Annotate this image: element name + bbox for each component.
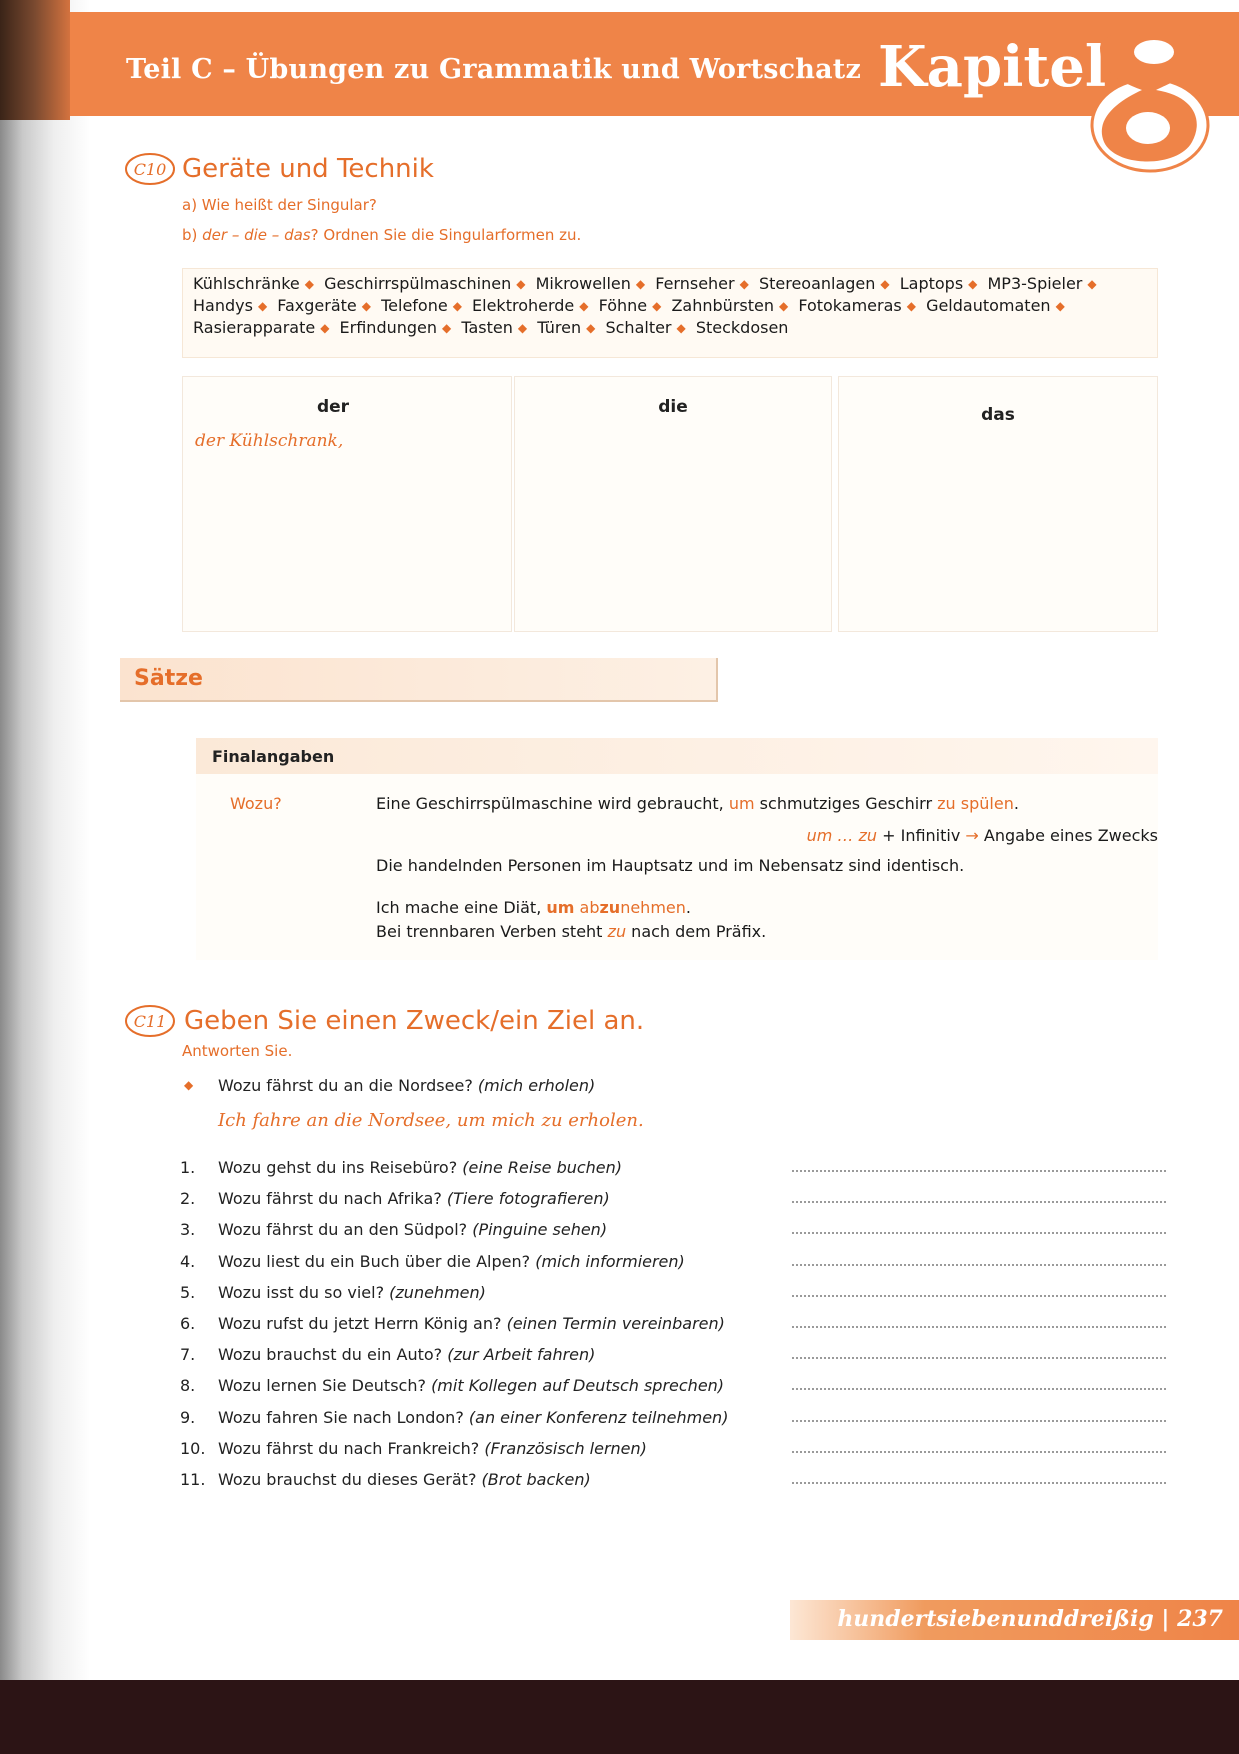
exercise-number: 9. [180, 1408, 196, 1427]
diamond-separator-icon: ◆ [880, 277, 890, 291]
word-item: Laptops [899, 274, 964, 293]
exercise-hint: (Französisch lernen) [484, 1439, 647, 1458]
exercise-number: 7. [180, 1345, 196, 1364]
book-spine-shadow [0, 0, 90, 1680]
exercise-number: 5. [180, 1283, 196, 1302]
bullet-icon: ◆ [184, 1078, 194, 1092]
spine-top-shadow [0, 0, 70, 120]
diamond-separator-icon: ◆ [778, 299, 789, 313]
exercise-question: Wozu rufst du jetzt Herrn König an? [218, 1314, 502, 1333]
scan-bottom-band [0, 1680, 1239, 1754]
badge-c10-text: C10 [133, 160, 167, 179]
answer-line[interactable] [792, 1326, 1166, 1328]
c11-instruction: Antworten Sie. [182, 1042, 293, 1060]
answer-line[interactable] [792, 1388, 1166, 1390]
grammar-note-1: Die handelnden Personen im Hauptsatz und im Nebensatz sind identisch. [376, 856, 965, 875]
grammar-example-1: Eine Geschirrspülmaschine wird gebraucht, um schmutziges Geschirr zu spülen. [376, 794, 1019, 813]
c11-title: Geben Sie einen Zweck/ein Ziel an. [184, 1006, 645, 1036]
exercise-item [180, 1470, 1160, 1500]
exercise-number: 10. [180, 1439, 206, 1458]
diamond-separator-icon: ◆ [652, 299, 662, 313]
exercise-item [180, 1408, 1160, 1438]
exercise-hint: (Tiere fotografieren) [446, 1189, 610, 1208]
diamond-separator-icon: ◆ [320, 321, 330, 335]
page-footer [790, 1600, 1239, 1640]
grammar-note-2: Bei trennbaren Verben steht zu nach dem Präfix. [376, 922, 767, 941]
exercise-hint: (mich informieren) [535, 1252, 685, 1271]
diamond-separator-icon: ◆ [906, 299, 916, 313]
column-der-header: der [316, 397, 350, 417]
header-title: Teil C – Übungen zu Grammatik und Wortschatz [126, 54, 861, 85]
word-item: Mikrowellen [535, 274, 631, 293]
column-der [182, 376, 512, 632]
word-item: Tasten [461, 318, 513, 337]
diamond-separator-icon: ◆ [1055, 299, 1065, 313]
saetze-banner [120, 658, 718, 702]
example-question: Wozu fährst du an die Nordsee? [218, 1076, 473, 1095]
diamond-separator-icon: ◆ [676, 321, 686, 335]
column-die-header: die [658, 397, 688, 417]
column-der-example: der Kühlschrank, [195, 431, 344, 451]
exercise-hint: (zur Arbeit fahren) [447, 1345, 596, 1364]
exercise-item [180, 1376, 1160, 1406]
exercise-item [180, 1158, 1160, 1188]
exercise-question: Wozu fährst du nach Afrika? [218, 1189, 442, 1208]
word-item: Stereoanlagen [758, 274, 876, 293]
diamond-separator-icon: ◆ [635, 277, 646, 291]
exercise-item [180, 1220, 1160, 1250]
diamond-separator-icon: ◆ [517, 321, 528, 335]
exercise-number: 3. [180, 1220, 196, 1239]
exercise-hint: (mit Kollegen auf Deutsch sprechen) [431, 1376, 725, 1395]
word-item: Fernseher [655, 274, 735, 293]
chapter-header [0, 12, 1239, 116]
c10-task-a: a) Wie heißt der Singular? [182, 196, 377, 214]
exercise-hint: (zunehmen) [389, 1283, 486, 1302]
word-item: Geschirrspülmaschinen [324, 274, 512, 293]
answer-line[interactable] [792, 1482, 1166, 1484]
exercise-question: Wozu gehst du ins Reisebüro? [218, 1158, 458, 1177]
arrow-right-icon: → [965, 826, 979, 845]
exercise-hint: (an einer Konferenz teilnehmen) [468, 1408, 729, 1427]
answer-line[interactable] [792, 1420, 1166, 1422]
exercise-item [180, 1439, 1160, 1469]
diamond-separator-icon: ◆ [516, 277, 526, 291]
column-das [838, 376, 1158, 632]
answer-line[interactable] [792, 1264, 1166, 1266]
exercise-badge-c10 [124, 152, 176, 186]
wozu-label: Wozu? [230, 794, 282, 813]
word-item: Türen [537, 318, 582, 337]
word-item: Schalter [605, 318, 672, 337]
example-answer: Ich fahre an die Nordsee, um mich zu erholen. [218, 1110, 644, 1131]
exercise-item [180, 1189, 1160, 1219]
answer-line[interactable] [792, 1357, 1166, 1359]
exercise-question: Wozu isst du so viel? [218, 1283, 385, 1302]
word-item: Fotokameras [798, 296, 902, 315]
diamond-separator-icon: ◆ [586, 321, 596, 335]
exercise-item [180, 1283, 1160, 1313]
exercise-hint: (eine Reise buchen) [462, 1158, 623, 1177]
exercise-item [180, 1314, 1160, 1344]
kapitel-label: Kapitel [878, 34, 1107, 100]
exercise-question: Wozu fährst du nach Frankreich? [218, 1439, 480, 1458]
exercise-number: 4. [180, 1252, 196, 1271]
diamond-separator-icon: ◆ [442, 321, 452, 335]
word-item: Rasierapparate [193, 318, 316, 337]
word-item: MP3-Spieler [987, 274, 1083, 293]
c10-task-b: b) der – die – das? Ordnen Sie die Singularformen zu. [182, 226, 582, 244]
example-hint: (mich erholen) [477, 1076, 596, 1095]
answer-line[interactable] [792, 1170, 1166, 1172]
exercise-number: 2. [180, 1189, 196, 1208]
word-item: Telefone [381, 296, 448, 315]
word-item: Handys [193, 296, 253, 315]
exercise-number: 6. [180, 1314, 196, 1333]
answer-line[interactable] [792, 1295, 1166, 1297]
exercise-question: Wozu fahren Sie nach London? [218, 1408, 464, 1427]
exercise-question: Wozu fährst du an den Südpol? [218, 1220, 468, 1239]
diamond-separator-icon: ◆ [361, 299, 372, 313]
grammar-example-2: Ich mache eine Diät, um abzunehmen. [376, 898, 691, 917]
answer-line[interactable] [792, 1451, 1166, 1453]
column-das-header: das [981, 405, 1015, 425]
word-item: Geldautomaten [926, 296, 1051, 315]
exercise-badge-c11 [124, 1004, 176, 1038]
diamond-separator-icon: ◆ [257, 299, 268, 313]
exercise-hint: (Pinguine sehen) [472, 1220, 608, 1239]
example-question-row [180, 1076, 1160, 1106]
saetze-label: Sätze [134, 666, 203, 691]
word-item: Kühlschränke [193, 274, 300, 293]
grammar-box-title: Finalangaben [212, 747, 335, 766]
diamond-separator-icon: ◆ [579, 299, 589, 313]
exercise-item [180, 1252, 1160, 1282]
word-item: Erfindungen [339, 318, 438, 337]
exercise-question: Wozu brauchst du dieses Gerät? [218, 1470, 477, 1489]
exercise-number: 8. [180, 1376, 196, 1395]
exercise-question: Wozu liest du ein Buch über die Alpen? [218, 1252, 531, 1271]
grammar-rule: um … zu + Infinitiv → Angabe eines Zwecks [806, 826, 1158, 845]
word-item: Steckdosen [695, 318, 789, 337]
diamond-separator-icon: ◆ [1087, 277, 1097, 291]
diamond-separator-icon: ◆ [968, 277, 978, 291]
exercise-number: 1. [180, 1158, 196, 1177]
answer-line[interactable] [792, 1232, 1166, 1234]
answer-line[interactable] [792, 1201, 1166, 1203]
word-item: Zahnbürsten [671, 296, 774, 315]
word-item: Elektroherde [472, 296, 575, 315]
column-die [514, 376, 832, 632]
exercise-question: Wozu lernen Sie Deutsch? [218, 1376, 426, 1395]
exercise-item [180, 1345, 1160, 1375]
diamond-separator-icon: ◆ [739, 277, 749, 291]
kapitel-number-8 [1080, 10, 1220, 175]
badge-c11-text: C11 [133, 1012, 167, 1031]
word-item: Föhne [598, 296, 648, 315]
word-item: Faxgeräte [277, 296, 357, 315]
page-number-label: hundertsiebenunddreißig | 237 [837, 1606, 1223, 1632]
diamond-separator-icon: ◆ [452, 299, 462, 313]
exercise-question: Wozu brauchst du ein Auto? [218, 1345, 443, 1364]
diamond-separator-icon: ◆ [304, 277, 314, 291]
c10-title: Geräte und Technik [182, 154, 434, 184]
grammar-box-finalangaben [196, 738, 1158, 960]
exercise-hint: (Brot backen) [481, 1470, 591, 1489]
grammar-box-header [196, 738, 1158, 774]
word-list-box [182, 268, 1158, 358]
exercise-hint: (einen Termin vereinbaren) [506, 1314, 725, 1333]
exercise-number: 11. [180, 1470, 206, 1489]
